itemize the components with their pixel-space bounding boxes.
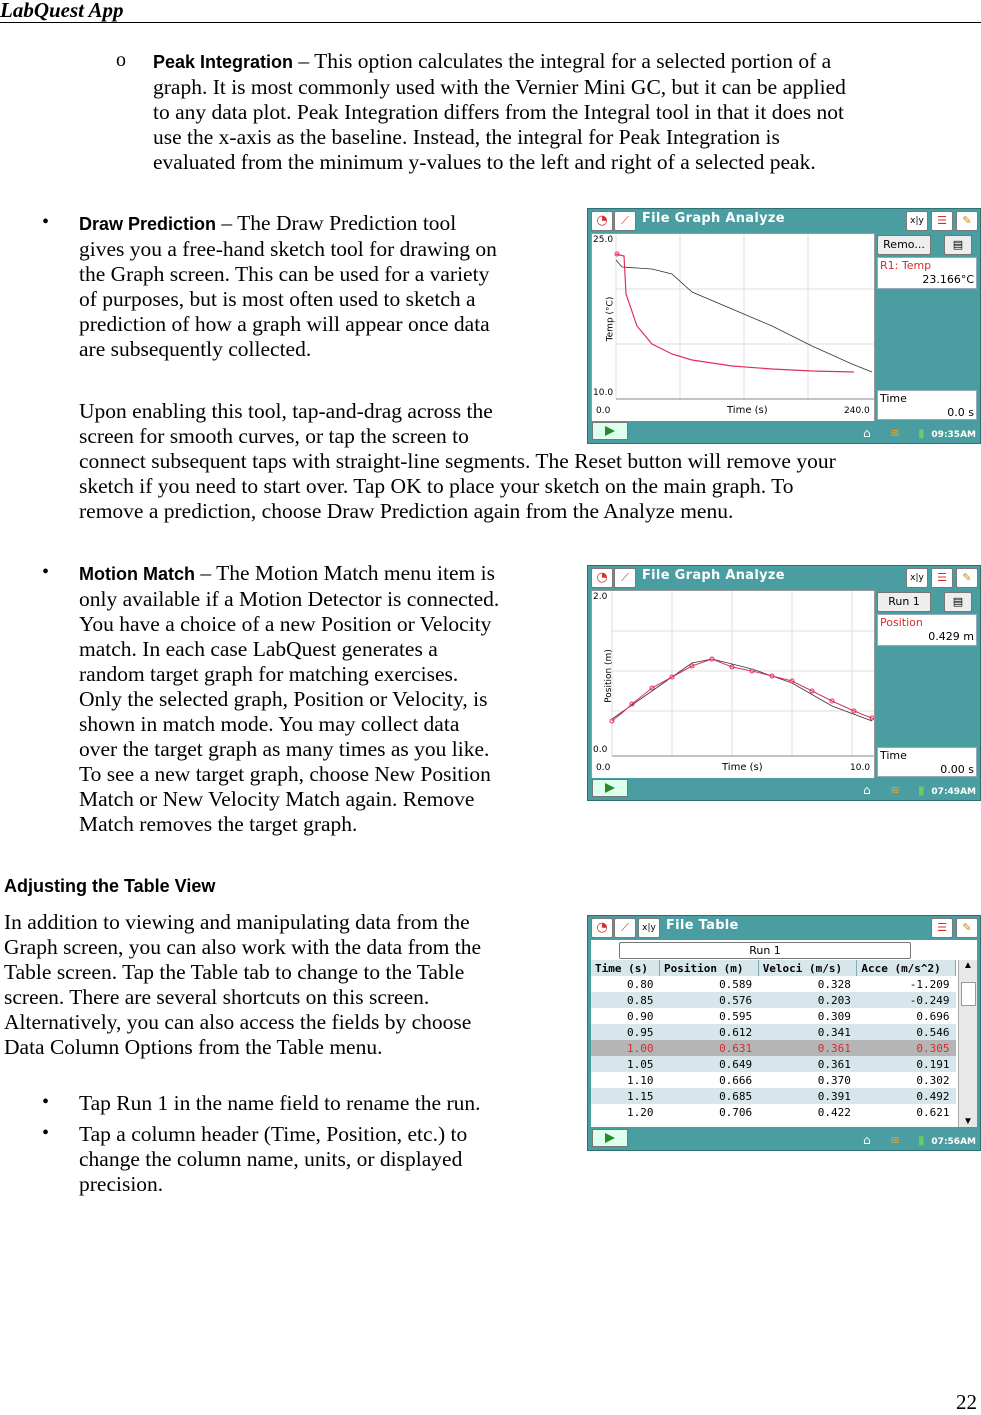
menu-bar[interactable]: File Graph Analyze xyxy=(642,211,785,226)
table-cell[interactable]: 0.305 xyxy=(916,1041,950,1055)
table-cell[interactable]: 1.15 xyxy=(627,1089,654,1103)
battery-icon: ▮ xyxy=(918,426,925,440)
table-cell[interactable]: 0.492 xyxy=(916,1089,950,1103)
notes-icon[interactable]: ☰ xyxy=(931,211,953,231)
table-row[interactable] xyxy=(591,1024,956,1040)
wifi-icon: ≋ xyxy=(890,1133,901,1147)
notes-icon[interactable]: ☰ xyxy=(931,568,953,588)
table-cell[interactable]: 0.361 xyxy=(817,1057,851,1071)
table-cell[interactable]: 1.00 xyxy=(627,1041,654,1055)
table-cell[interactable]: 0.191 xyxy=(916,1057,950,1071)
scroll-up-icon[interactable]: ▲ xyxy=(963,960,973,971)
play-button[interactable] xyxy=(592,422,628,440)
x-axis-label: Time (s) xyxy=(722,762,763,773)
meter-icon[interactable]: ◔ xyxy=(591,211,613,231)
table-cell[interactable]: 0.309 xyxy=(817,1009,851,1023)
table-cell[interactable]: -0.249 xyxy=(909,993,950,1007)
bullet: • xyxy=(42,211,50,233)
home-icon[interactable]: ⌂ xyxy=(863,783,871,797)
table-cell[interactable]: 0.631 xyxy=(719,1041,753,1055)
table-cell[interactable]: 0.302 xyxy=(916,1073,950,1087)
column-header-time[interactable]: Time (s) xyxy=(591,960,660,976)
wifi-icon: ≋ xyxy=(890,783,901,797)
table-row[interactable] xyxy=(591,1056,956,1072)
table-row[interactable] xyxy=(591,1040,956,1056)
table-cell[interactable]: 0.361 xyxy=(817,1041,851,1055)
table-cell[interactable]: 0.95 xyxy=(627,1025,654,1039)
graph-area[interactable]: 25.0 10.0 Temp (°C) 0.0 Time (s) 240.0 xyxy=(591,233,875,422)
wifi-icon: ≋ xyxy=(890,426,901,440)
table-area xyxy=(591,940,977,1127)
table-row[interactable] xyxy=(591,1088,956,1104)
collect-icon[interactable]: ▤ xyxy=(944,235,972,255)
meter-icon[interactable]: ◔ xyxy=(591,918,613,938)
table-cell[interactable]: 0.576 xyxy=(719,993,753,1007)
clock: 07:56AM xyxy=(931,1137,976,1147)
page-header xyxy=(0,0,981,23)
table-cell[interactable]: 0.685 xyxy=(719,1089,753,1103)
status-bar xyxy=(588,421,980,443)
table-cell[interactable]: 0.621 xyxy=(916,1105,950,1119)
draw-prediction-term: Draw Prediction xyxy=(79,214,217,234)
bullet: • xyxy=(42,1091,50,1113)
peak-integration-paragraph: Peak Integration – This option calculates the integral for a selected portion of a graph. It is most commonly used with the Vernier Mini GC, but it can be applied to any data plot. Peak Integration differs from the Integral tool in that it does not use the x-axis as the baseline. Instead, the integral for Peak Integration is evaluated from the minimum y-values to the left and right of a selected peak. xyxy=(153,49,846,174)
meter-icon[interactable]: ◔ xyxy=(591,568,613,588)
labquest-screenshot-motion-match xyxy=(587,565,981,801)
table-cell[interactable]: 0.422 xyxy=(817,1105,851,1119)
clock: 07:49AM xyxy=(931,787,976,797)
table-cell[interactable]: 1.10 xyxy=(627,1073,654,1087)
sensor-readout[interactable]: Position 0.429 m xyxy=(877,614,977,646)
scroll-down-icon[interactable]: ▼ xyxy=(963,1116,973,1127)
scrollbar[interactable] xyxy=(958,960,977,1127)
table-cell[interactable]: 0.328 xyxy=(817,977,851,991)
graph-tab-icon[interactable]: ⟋ xyxy=(614,568,636,588)
data-table xyxy=(591,960,956,1120)
graph-tab-icon[interactable]: ⟋ xyxy=(614,918,636,938)
table-view-paragraph: In addition to viewing and manipulating data from the Graph screen, you can also work with the data from the Table screen. Tap the Table tab to change to the Table screen. There are several shortcuts on this screen. Alternatively, you can also access the fields by choose Data Column Options from the Table menu. xyxy=(4,910,482,1059)
table-cell[interactable]: -1.209 xyxy=(909,977,950,991)
motion-match-term: Motion Match xyxy=(79,564,195,584)
scroll-thumb[interactable] xyxy=(961,982,976,1006)
pencil-icon[interactable]: ✎ xyxy=(956,918,978,938)
table-cell[interactable]: 0.666 xyxy=(719,1073,753,1087)
table-cell[interactable]: 0.706 xyxy=(719,1105,753,1119)
run-name-field[interactable]: Run 1 xyxy=(619,942,911,959)
table-row[interactable] xyxy=(591,1008,956,1024)
time-readout: Time 0.0 s xyxy=(877,390,977,420)
battery-icon: ▮ xyxy=(918,783,925,797)
status-bar xyxy=(588,778,980,800)
status-bar xyxy=(588,1128,980,1150)
remove-button[interactable]: Remo... xyxy=(877,235,931,255)
sidebar xyxy=(876,590,978,777)
notes-icon[interactable]: ☰ xyxy=(931,918,953,938)
pencil-icon[interactable]: ✎ xyxy=(956,568,978,588)
table-row[interactable] xyxy=(591,992,956,1008)
x-axis-label: Time (s) xyxy=(727,405,768,416)
play-button[interactable] xyxy=(592,779,628,797)
collect-icon[interactable]: ▤ xyxy=(944,592,972,612)
menu-bar[interactable]: File Table xyxy=(666,918,739,933)
table-cell[interactable]: 0.203 xyxy=(817,993,851,1007)
page-number: 22 xyxy=(956,1390,977,1414)
run-button[interactable]: Run 1 xyxy=(877,592,931,612)
menu-bar[interactable]: File Graph Analyze xyxy=(642,568,785,583)
sub-bullet: o xyxy=(116,49,126,71)
labquest-screenshot-table xyxy=(587,915,981,1151)
motion-match-paragraph: Motion Match – The Motion Match menu item is only available if a Motion Detector is connected. You have a choice of a new Position or Velocity match. In each case LabQuest generates a random target graph for matching exercises. Only the selected graph, Position or Velocity, is shown in match mode. You may collect data over the target graph as many times as you like. To see a new target graph, choose New Position Match or New Velocity Match again. Remove Match removes the target graph. xyxy=(79,561,500,836)
home-icon[interactable]: ⌂ xyxy=(863,426,871,440)
table-cell[interactable]: 0.612 xyxy=(719,1025,753,1039)
table-cell[interactable]: 0.90 xyxy=(627,1009,654,1023)
table-cell[interactable]: 1.05 xyxy=(627,1057,654,1071)
sensor-readout[interactable]: R1: Temp 23.166°C xyxy=(877,257,977,289)
home-icon[interactable]: ⌂ xyxy=(863,1133,871,1147)
column-header-acceleration[interactable]: Acce (m/s^2) xyxy=(857,960,956,976)
sidebar xyxy=(876,233,978,420)
battery-icon: ▮ xyxy=(918,1133,925,1147)
y-axis-label: Temp (°C) xyxy=(605,296,616,342)
bullet: • xyxy=(42,561,50,583)
play-button[interactable] xyxy=(592,1129,628,1147)
clock: 09:35AM xyxy=(931,430,976,440)
table-row[interactable] xyxy=(591,976,956,992)
table-tab-icon[interactable]: x|y xyxy=(906,568,928,588)
y-axis-label: Position (m) xyxy=(603,649,614,703)
table-cell[interactable]: 0.391 xyxy=(817,1089,851,1103)
graph-svg xyxy=(592,591,874,778)
table-cell[interactable]: 1.20 xyxy=(627,1105,654,1119)
table-cell[interactable]: 0.80 xyxy=(627,977,654,991)
graph-tab-icon[interactable]: ⟋ xyxy=(614,211,636,231)
table-cell[interactable]: 0.696 xyxy=(916,1009,950,1023)
table-row[interactable] xyxy=(591,1104,956,1120)
table-tab-icon[interactable]: x|y xyxy=(638,918,660,938)
column-header-velocity[interactable]: Veloci (m/s) xyxy=(758,960,857,976)
table-cell[interactable]: 0.85 xyxy=(627,993,654,1007)
bullet-column-header: Tap a column header (Time, Position, etc.) to change the column name, units, or displayed precision. xyxy=(79,1122,468,1196)
toolbar xyxy=(588,566,980,588)
bullet-rename-run: Tap Run 1 in the name field to rename the run. xyxy=(79,1091,481,1115)
toolbar xyxy=(588,209,980,231)
graph-svg xyxy=(592,234,874,421)
bullet: • xyxy=(42,1122,50,1144)
column-header-position[interactable]: Position (m) xyxy=(660,960,759,976)
labquest-screenshot-draw-prediction xyxy=(587,208,981,444)
toolbar xyxy=(588,916,980,938)
table-cell[interactable]: 0.370 xyxy=(817,1073,851,1087)
draw-prediction-paragraph-2: Upon enabling this tool, tap-and-drag across the screen for smooth curves, or tap the screen to connect subsequent taps with straight-line segments. The Reset button will remove your sketch if you need to start over. Tap OK to place your sketch on the main graph. To remove a prediction, choose Draw Prediction again from the Analyze menu. xyxy=(79,399,836,523)
table-cell[interactable]: 0.546 xyxy=(916,1025,950,1039)
graph-area[interactable]: 2.0 0.0 Position (m) 0.0 Time (s) 10.0 xyxy=(591,590,875,779)
draw-prediction-paragraph: Draw Prediction – The Draw Prediction tool gives you a free-hand sketch tool for drawing on the Graph screen. This can be used for a variety of purposes, but is most often used to sketch a prediction of how a graph will appear once data are subsequently collected. xyxy=(79,211,497,361)
pencil-icon[interactable]: ✎ xyxy=(956,211,978,231)
table-row[interactable] xyxy=(591,1072,956,1088)
section-heading: Adjusting the Table View xyxy=(4,876,216,896)
table-tab-icon[interactable]: x|y xyxy=(906,211,928,231)
peak-integration-term: Peak Integration xyxy=(153,52,294,72)
table-cell[interactable]: 0.589 xyxy=(719,977,753,991)
table-cell[interactable]: 0.341 xyxy=(817,1025,851,1039)
header-title: LabQuest App xyxy=(0,0,124,22)
time-readout: Time 0.00 s xyxy=(877,747,977,777)
table-cell[interactable]: 0.649 xyxy=(719,1057,753,1071)
table-cell[interactable]: 0.595 xyxy=(719,1009,753,1023)
